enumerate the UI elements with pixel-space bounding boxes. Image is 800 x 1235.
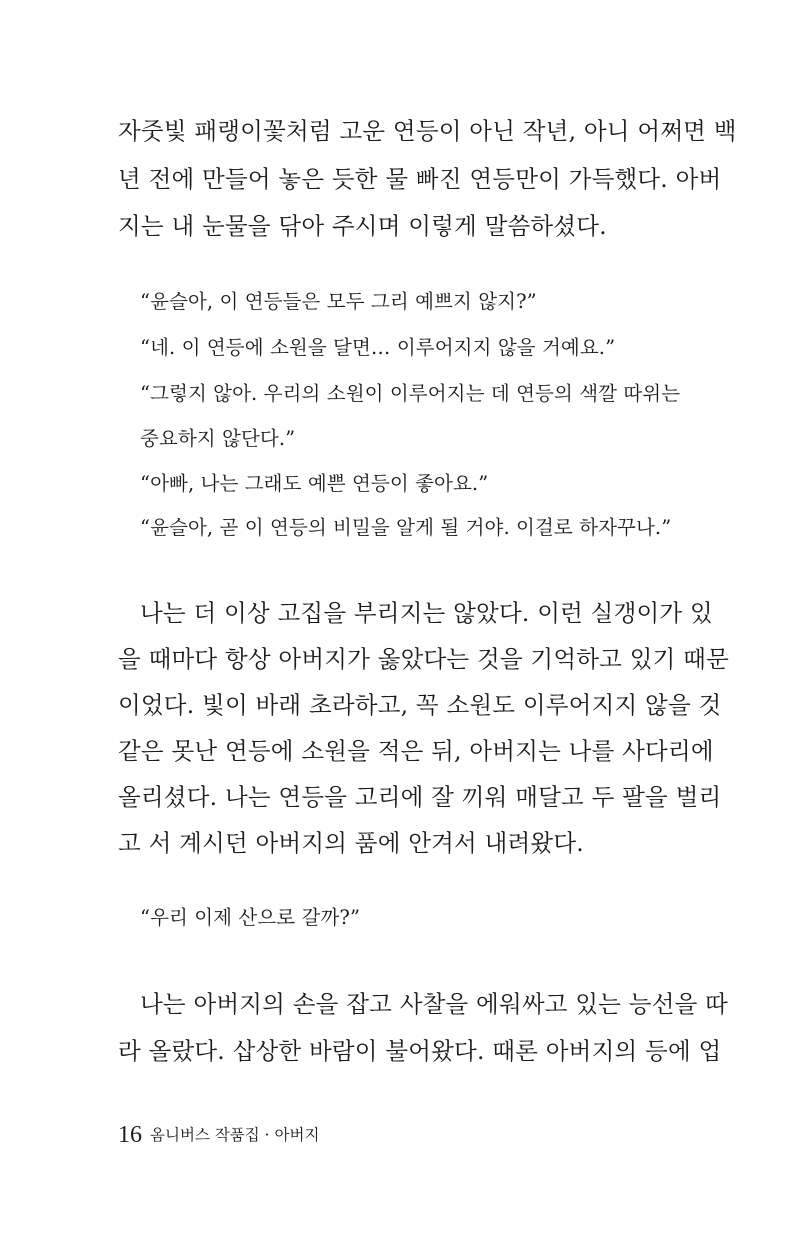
body-text-line: 나는 더 이상 고집을 부리지는 않았다. 이런 실갱이가 있 [140,599,713,627]
dialogue-line: 중요하지 않단다.” [140,427,296,450]
page-number: 16 [118,1122,142,1148]
body-text-line: 지는 내 눈물을 닦아 주시며 이렇게 말씀하셨다. [118,212,607,240]
body-text-line: 라 올랐다. 삽상한 바람이 불어왔다. 때론 아버지의 등에 업 [118,1037,722,1065]
body-text-line: 을 때마다 항상 아버지가 옳았다는 것을 기억하고 있기 때문 [118,645,729,673]
running-title: 옴니버스 작품집 · 아버지 [150,1126,320,1144]
body-text-line: 자줏빛 패랭이꽃처럼 고운 연등이 아닌 작년, 아니 어쩌면 백 [118,117,737,145]
page-footer [118,1122,319,1149]
dialogue-line: “윤슬아, 곧 이 연등의 비밀을 알게 될 거야. 이걸로 하자꾸나.” [140,516,672,539]
dialogue-line: “우리 이제 산으로 갈까?” [140,906,361,929]
dialogue-line: “그렇지 않아. 우리의 소원이 이루어지는 데 연등의 색깔 따위는 [140,382,681,405]
dialogue-line: “네. 이 연등에 소원을 달면… 이루어지지 않을 거예요.” [140,336,616,359]
body-text-line: 고 서 계시던 아버지의 품에 안겨서 내려왔다. [118,829,584,857]
body-text-line: 올리셨다. 나는 연등을 고리에 잘 끼워 매달고 두 팔을 벌리 [118,783,722,811]
body-text-line: 같은 못난 연등에 소원을 적은 뒤, 아버지는 나를 사다리에 [118,737,714,765]
dialogue-line: “아빠, 나는 그래도 예쁜 연등이 좋아요.” [140,472,489,495]
body-text-line: 년 전에 만들어 놓은 듯한 물 빠진 연등만이 가득했다. 아버 [118,165,722,193]
body-text-line: 이었다. 빛이 바래 초라하고, 꼭 소원도 이루어지지 않을 것 [118,691,722,719]
body-text-line: 나는 아버지의 손을 잡고 사찰을 에워싸고 있는 능선을 따 [140,990,729,1018]
dialogue-line: “윤슬아, 이 연등들은 모두 그리 예쁘지 않지?” [140,290,537,313]
